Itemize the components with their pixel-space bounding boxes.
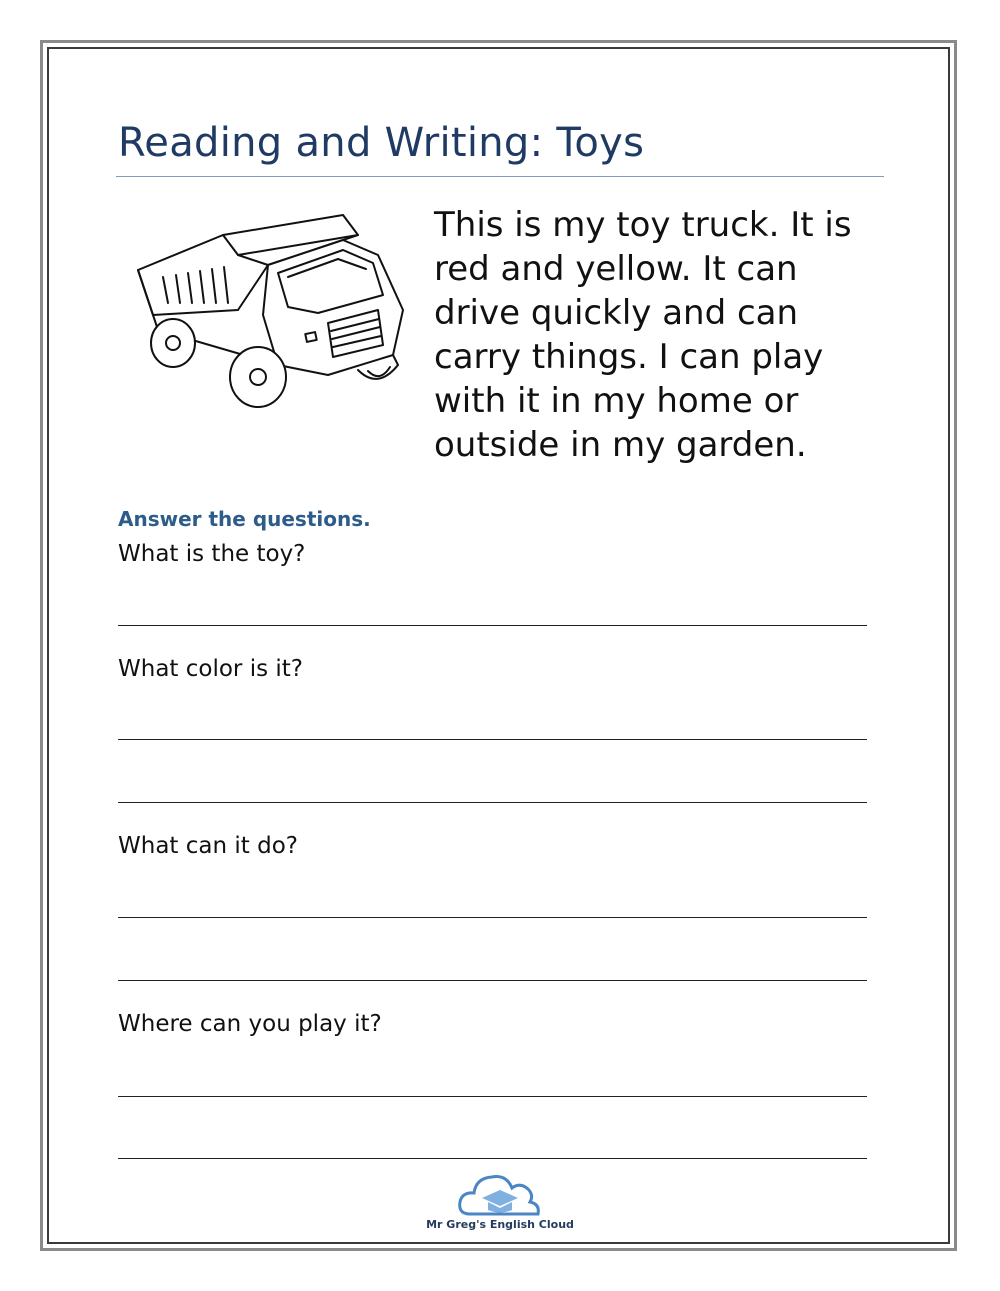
answer-line-2a[interactable] bbox=[118, 739, 867, 740]
answer-line-1a[interactable] bbox=[118, 625, 867, 626]
question-4: Where can you play it? bbox=[118, 1011, 382, 1037]
toy-truck-icon bbox=[128, 195, 413, 420]
passage-line: red and yellow. It can bbox=[434, 249, 798, 289]
answer-line-3b[interactable] bbox=[118, 980, 867, 981]
answer-line-4a[interactable] bbox=[118, 1096, 867, 1097]
answer-line-4b[interactable] bbox=[118, 1158, 867, 1159]
reading-passage bbox=[434, 203, 874, 467]
page-title: Reading and Writing: Toys bbox=[118, 120, 645, 166]
passage-line: outside in my garden. bbox=[434, 425, 807, 465]
passage-line: drive quickly and can bbox=[434, 293, 799, 333]
passage-line: with it in my home or bbox=[434, 381, 799, 421]
question-2: What color is it? bbox=[118, 656, 303, 682]
passage-line: This is my toy truck. It is bbox=[434, 205, 852, 245]
question-1: What is the toy? bbox=[118, 541, 306, 567]
title-divider bbox=[116, 176, 884, 177]
answer-line-3a[interactable] bbox=[118, 917, 867, 918]
answer-line-2b[interactable] bbox=[118, 802, 867, 803]
instruction-heading: Answer the questions. bbox=[118, 507, 371, 531]
question-3: What can it do? bbox=[118, 833, 298, 859]
logo-text: Mr Greg's English Cloud bbox=[426, 1218, 574, 1231]
passage-line: carry things. I can play bbox=[434, 337, 824, 377]
